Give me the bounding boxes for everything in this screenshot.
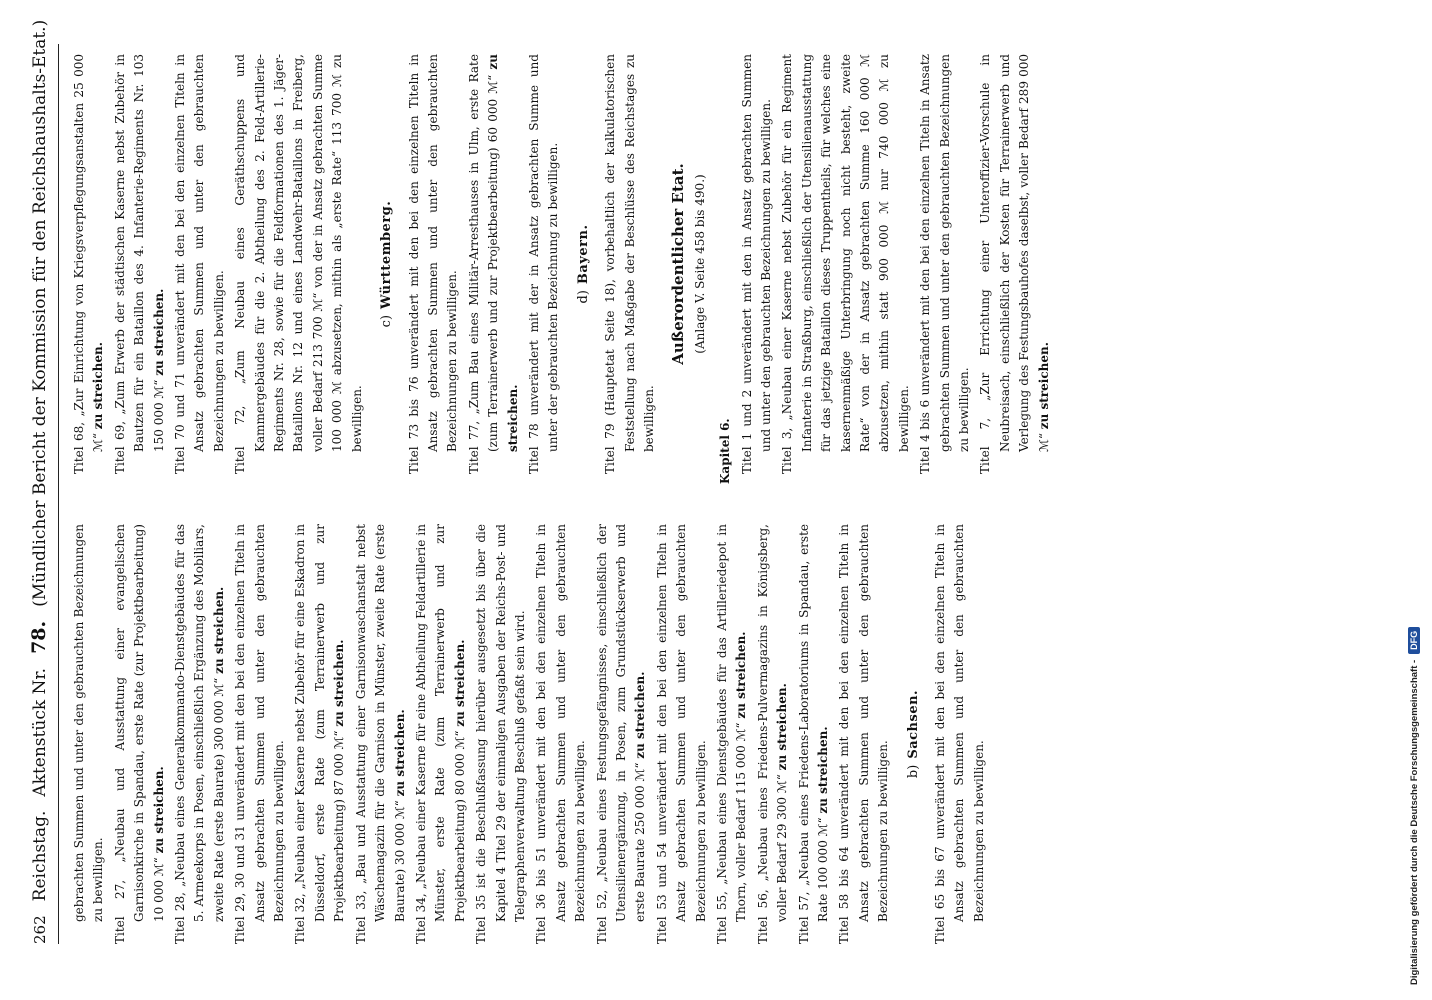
item-resolution: zu streichen. xyxy=(633,671,648,759)
item-title-reference: Titel 29, 30 und 31 unverändert xyxy=(233,745,248,944)
item-text: „Neubau eines Dienstgebäudes für das Artilleriedepot in Thorn, voller Bedarf 115 000 ℳ“ xyxy=(715,524,749,922)
budget-item-paragraph xyxy=(405,54,463,474)
item-text: „Neubau eines Friedens-Pulvermagazins in Königsberg, voller Bedarf 29 300 ℳ“ xyxy=(755,524,790,922)
running-head-title: Reichstag. xyxy=(30,810,50,902)
budget-item-paragraph xyxy=(171,524,229,944)
item-text: „Neubau einer Kaserne für eine Abtheilung Feldartillerie in Münster, erste Rate (zum Terrainerwerb und zur Projektbearbeitung) 80 000 ℳ“ xyxy=(413,524,467,922)
section-heading xyxy=(377,54,396,474)
item-text: mit den bei den einzelnen Titeln in Ansatz gebrachten Summen und unter den gebrauchten Bezeichnungen zu bewilligen. xyxy=(654,524,708,922)
budget-item-paragraph xyxy=(231,54,367,474)
section-heading xyxy=(904,524,923,944)
item-title-reference: Titel 55, xyxy=(715,891,729,944)
budget-item-paragraph xyxy=(70,524,109,944)
item-resolution: zu streichen. xyxy=(734,631,749,719)
dfg-logo-badge: DFG xyxy=(1408,627,1420,654)
item-text: „Neubau einer Kaserne nebst Zubehör für eine Eskadron in Düsseldorf, erste Rate (zum Terrainerwerb und zur Projektbearbeitung) 87 000 ℳ“ xyxy=(293,524,347,922)
item-text: mit den bei den einzelnen Titeln in Ansatz gebrachten Summen und unter den gebrauchten Bezeichnungen zu bewilligen. xyxy=(233,524,287,922)
budget-item-paragraph xyxy=(835,524,893,944)
budget-item-paragraph xyxy=(171,54,229,474)
item-title-reference: Titel 72, xyxy=(233,405,248,474)
item-title-reference: Titel 70 und 71 unverändert xyxy=(173,290,188,474)
budget-item-paragraph xyxy=(713,524,752,944)
item-title-reference: Titel 65 bis 67 unverändert xyxy=(933,763,948,944)
item-text: mit den bei den einzelnen Titeln in Ansatz gebrachten Summen und unter den gebrauchten Bezeichnungen zu bewilligen. xyxy=(406,54,460,452)
item-title-reference: Titel 53 und 54 unverändert xyxy=(654,760,669,944)
section-heading-letter: c) xyxy=(379,314,395,328)
item-title-reference: Titel 69, xyxy=(112,420,127,474)
budget-section-title: Außerordentlicher Etat. xyxy=(669,163,688,365)
section-heading-name: Württemberg. xyxy=(379,200,395,309)
item-text: „Bau und Ausstattung einer Garnisonwaschanstalt nebst Wäschemagazin für die Garnison in Münster, zweite Rate (erste Baurate) 30 000 ℳ“ xyxy=(353,524,407,922)
item-resolution: zu streichen. xyxy=(151,288,166,376)
running-head-subtitle: (Mündlicher Bericht der Kommission für den Reichshaushalts-Etat.) xyxy=(30,19,50,607)
item-resolution: zu streichen. xyxy=(392,709,407,797)
item-text: „Zur Einrichtung von Kriegsverpflegungsanstalten 25 000 ℳ“ xyxy=(72,54,106,452)
item-title-reference: Titel 52, xyxy=(594,889,609,944)
item-text: mit den bei den einzelnen Titeln in Ansatz gebrachten Summen und unter den gebrauchten Bezeichnungen zu bewilligen. xyxy=(534,524,588,922)
section-heading-name: Sachsen. xyxy=(905,689,921,759)
item-title-reference: Titel 33, xyxy=(353,890,368,944)
item-text: (Hauptetat Seite 18), vorbehaltlich der kalkulatorischen Feststellung nach Maßgabe der Beschlüsse des Reichstages zu bewilligen. xyxy=(603,54,656,452)
budget-item-paragraph xyxy=(352,524,410,944)
item-resolution: zu streichen. xyxy=(816,726,831,814)
budget-item-paragraph xyxy=(472,524,530,944)
budget-item-paragraph xyxy=(111,54,169,474)
item-text: mit den bei den einzelnen Titeln in Ansatz gebrachten Summen und unter den gebrauchten Bezeichnungen zu bewilligen. xyxy=(918,54,972,452)
item-text: mit der in Ansatz gebrachten Summe und unter der gebrauchten Bezeichnung zu bewilligen. xyxy=(526,54,561,452)
item-text: „Neubau eines Friedens-Laboratoriums in Spandau, erste Rate 100 000 ℳ“ xyxy=(796,524,831,922)
budget-item-paragraph xyxy=(593,524,651,944)
item-title-reference: Titel 78 unverändert xyxy=(526,340,541,474)
item-title-reference: Titel 36 bis 51 unverändert xyxy=(534,763,549,944)
item-title-reference: Titel 73 bis 76 unverändert xyxy=(406,293,421,474)
item-text: „Zum Neubau eines Geräthschuppens und Kammergebäudes für die 2. Abtheilung des 2. Feld-Artillerie-Regiments Nr. 28, sowie für die Feldformationen des 1. Jäger-Bataillons Nr. 12 und eines Landwehr-Bataillons in Freiberg, voller Bedarf 213 700 ℳ“ von der in Ansatz gebrachten Summe 100 000 ℳ abzusetzen, mithin als „erste Rate“ 113 700 ℳ zu bewilligen. xyxy=(233,54,364,452)
item-resolution: zu streichen. xyxy=(211,586,226,674)
budget-item-paragraph xyxy=(738,54,777,474)
budget-item-paragraph xyxy=(931,524,989,944)
budget-item-paragraph xyxy=(778,54,914,474)
budget-item-paragraph xyxy=(976,54,1054,474)
budget-item-paragraph xyxy=(291,524,349,944)
budget-item-paragraph xyxy=(601,54,659,474)
item-title-reference: Titel 79 xyxy=(603,423,618,474)
header-rule xyxy=(58,44,59,944)
budget-item-paragraph xyxy=(111,524,169,944)
section-heading-letter: d) xyxy=(575,290,591,304)
item-title-reference: Titel 28, xyxy=(173,892,188,944)
left-column xyxy=(70,524,991,944)
item-title-reference: Titel 56, xyxy=(755,889,770,944)
item-title-reference: Titel 7, xyxy=(978,417,993,474)
budget-item-paragraph xyxy=(70,54,109,474)
item-text: mit den bei den einzelnen Titeln in Ansatz gebrachten Summen und unter den gebrauchten Bezeichnungen zu bewilligen. xyxy=(933,524,986,922)
item-resolution: zu streichen. xyxy=(486,54,520,452)
item-text: gebrachten Summen und unter den gebrauchten Bezeichnungen zu bewilligen. xyxy=(72,524,106,922)
chapter-label: Kapitel 6. xyxy=(718,418,733,484)
doc-label: Aktenstück Nr. xyxy=(30,667,50,797)
budget-section-reference: (Anlage V. Seite 458 bis 490.) xyxy=(692,174,707,354)
item-resolution: zu streichen. xyxy=(1036,342,1051,430)
item-resolution: zu streichen. xyxy=(332,639,347,727)
item-title-reference: Titel 1 und 2 unverändert xyxy=(739,308,754,474)
item-title-reference: Titel 3, xyxy=(780,427,795,474)
item-resolution: zu streichen. xyxy=(452,639,467,727)
item-text: mit den bei den einzelnen Titeln in Ansatz gebrachten Summen und unter den gebrauchten Bezeichnungen zu bewilligen. xyxy=(173,54,226,452)
item-text: mit den bei den einzelnen Titeln in Ansatz gebrachten Summen und unter den gebrauchten Bezeichnungen zu bewilligen. xyxy=(837,524,891,922)
item-text: mit den in Ansatz gebrachten Summen und unter den gebrauchten Bezeichnungen zu bewilligen. xyxy=(739,54,773,452)
item-resolution: zu streichen. xyxy=(775,683,790,771)
item-text: „Neubau eines Festungsgefängnisses, einschließlich der Utensilienergänzung, in Posen, zum Grundstückserwerb und erste Baurate 250 000 ℳ“ xyxy=(594,524,648,922)
running-head xyxy=(28,19,50,944)
item-title-reference: Titel 4 bis 6 unverändert xyxy=(918,320,933,474)
item-resolution: zu streichen. xyxy=(91,342,106,430)
right-column xyxy=(70,54,1056,484)
item-text: „Zur Errichtung einer Unteroffizier-Vorschule in Neubreisach, einschließlich der Kosten für Terrainerwerb und Verlegung des Festungsbauhofes daselbst, voller Bedarf 289 000 ℳ“ xyxy=(978,54,1051,452)
digitization-note xyxy=(1408,627,1420,985)
doc-number: 78. xyxy=(28,620,50,654)
digitization-note-text: Digitalisierung gefördert durch die Deutsche Forschungsgemeinschaft - xyxy=(1408,659,1420,985)
budget-item-paragraph xyxy=(231,524,289,944)
budget-item-paragraph xyxy=(465,54,523,474)
item-title-reference: Titel 57, xyxy=(796,891,811,944)
item-title-reference: Titel 58 bis 64 unverändert xyxy=(837,763,852,944)
item-title-reference: Titel 68, xyxy=(72,421,86,474)
item-text: „Zum Bau eines Militär-Arresthauses in Ulm, erste Rate (zum Terrainerwerb und zur Projektbearbeitung) 60 000 ℳ“ xyxy=(466,54,501,452)
item-title-reference: Titel 35 xyxy=(474,894,489,944)
item-text: „Neubau einer Kaserne nebst Zubehör für ein Regiment Infanterie in Straßburg, einschließlich der Utensilienausstattung für das jetzige Bataillon dieses Truppentheils, für welches eine kasernenmäßige Unterbringung noch nicht besteht, zweite Rate“ von der in Ansatz gebrachten Summe 160 000 ℳ abzusetzen, mithin statt 900 000 ℳ nur 740 000 ℳ zu bewilligen. xyxy=(780,54,911,452)
page-number: 262 xyxy=(31,915,49,944)
item-text: ist die Beschlußfassung hierüber ausgesetzt bis über die Kapitel 4 Titel 29 der einmaligen Ausgaben der Reichs-Post- und Telegraphenverwaltung Beschluß gefaßt sein wird. xyxy=(474,523,527,922)
item-text: „Neubau und Ausstattung einer evangelischen Garnisonkirche in Spandau, erste Rate (zur Projektbearbeitung) 10 000 ℳ“ xyxy=(112,524,166,922)
item-resolution: zu streichen. xyxy=(151,766,166,854)
budget-item-paragraph xyxy=(795,524,834,944)
section-heading-letter: b) xyxy=(905,764,921,779)
item-title-reference: Titel 34, xyxy=(413,893,428,944)
section-heading xyxy=(574,54,593,474)
item-text: „Zum Erwerb der städtischen Kaserne nebst Zubehör in Bautzen für ein Bataillon des 4. Infanterie-Regiments Nr. 103 150 000 ℳ“ xyxy=(112,54,166,452)
section-heading-name: Bayern. xyxy=(575,224,591,285)
item-title-reference: Titel 27, xyxy=(112,879,127,944)
budget-item-paragraph xyxy=(412,524,470,944)
item-title-reference: Titel 77, xyxy=(466,420,481,474)
budget-item-paragraph xyxy=(653,524,711,944)
item-text: „Neubau eines Generalkommando-Dienstgebäudes für das 5. Armeekorps in Posen, einschließlich Ergänzung des Mobiliars, zweite Rate (erste Baurate) 300 000 ℳ“ xyxy=(173,524,226,922)
item-title-reference: Titel 32, xyxy=(293,893,308,944)
budget-item-paragraph xyxy=(916,54,974,474)
budget-item-paragraph xyxy=(532,524,590,944)
budget-item-paragraph xyxy=(525,54,564,474)
budget-item-paragraph xyxy=(754,524,793,944)
